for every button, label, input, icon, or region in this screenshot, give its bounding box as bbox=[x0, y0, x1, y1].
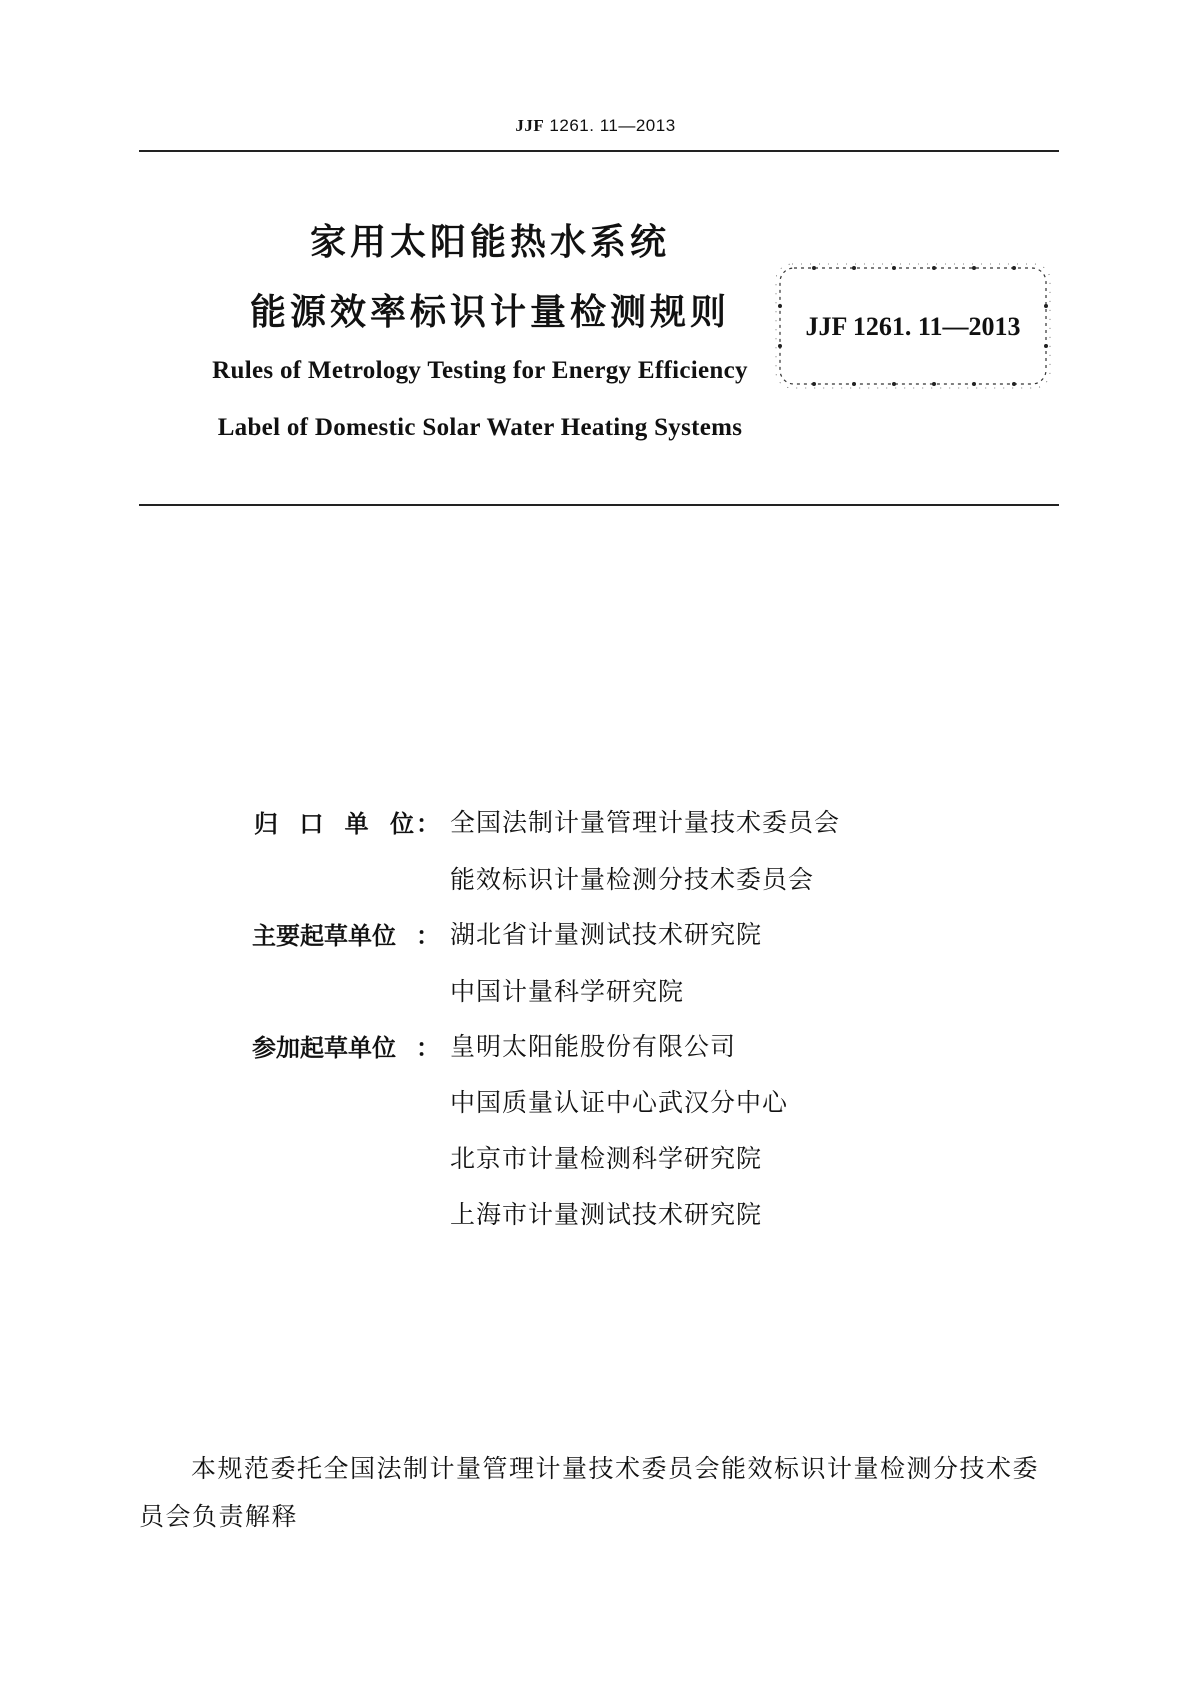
header-code-number: 1261. 11—2013 bbox=[544, 116, 676, 135]
org-value-8: 上海市计量测试技术研究院 bbox=[450, 1200, 763, 1229]
org-label-main-drafter: 主要起草单位 bbox=[252, 922, 396, 950]
org-colon-1: ： bbox=[416, 810, 440, 838]
title-en-line1: Rules of Metrology Testing for Energy Efficiency bbox=[212, 357, 748, 384]
org-colon-2: ： bbox=[416, 922, 440, 950]
header-code-prefix: JJF bbox=[515, 116, 545, 135]
org-value-4: 中国计量科学研究院 bbox=[450, 977, 685, 1006]
org-value-7: 北京市计量检测科学研究院 bbox=[450, 1144, 763, 1173]
title-cn-line1: 家用太阳能热水系统 bbox=[309, 222, 670, 263]
org-colon-3: ： bbox=[416, 1034, 440, 1062]
title-cn-line2: 能源效率标识计量检测规则 bbox=[249, 292, 730, 333]
org-value-2: 能效标识计量检测分技术委员会 bbox=[450, 865, 815, 894]
org-label-guikou: 归口单位 bbox=[254, 810, 414, 838]
interpretation-note: 本规范委托全国法制计量管理计量技术委员会能效标识计量检测分技术委员会负责解释 bbox=[139, 1454, 1040, 1531]
title-en-line2: Label of Domestic Solar Water Heating Systems bbox=[217, 414, 743, 441]
top-rule bbox=[139, 150, 1059, 152]
code-box-text: JJF 1261. 11—2013 bbox=[805, 312, 1021, 341]
title-bottom-rule bbox=[139, 504, 1059, 506]
org-value-3: 湖北省计量测试技术研究院 bbox=[450, 920, 763, 949]
org-label-participating-drafter: 参加起草单位 bbox=[252, 1034, 396, 1062]
org-value-1: 全国法制计量管理计量技术委员会 bbox=[450, 808, 841, 837]
header-standard-code bbox=[0, 116, 1191, 136]
org-value-5: 皇明太阳能股份有限公司 bbox=[450, 1032, 737, 1061]
org-value-6: 中国质量认证中心武汉分中心 bbox=[450, 1088, 789, 1117]
